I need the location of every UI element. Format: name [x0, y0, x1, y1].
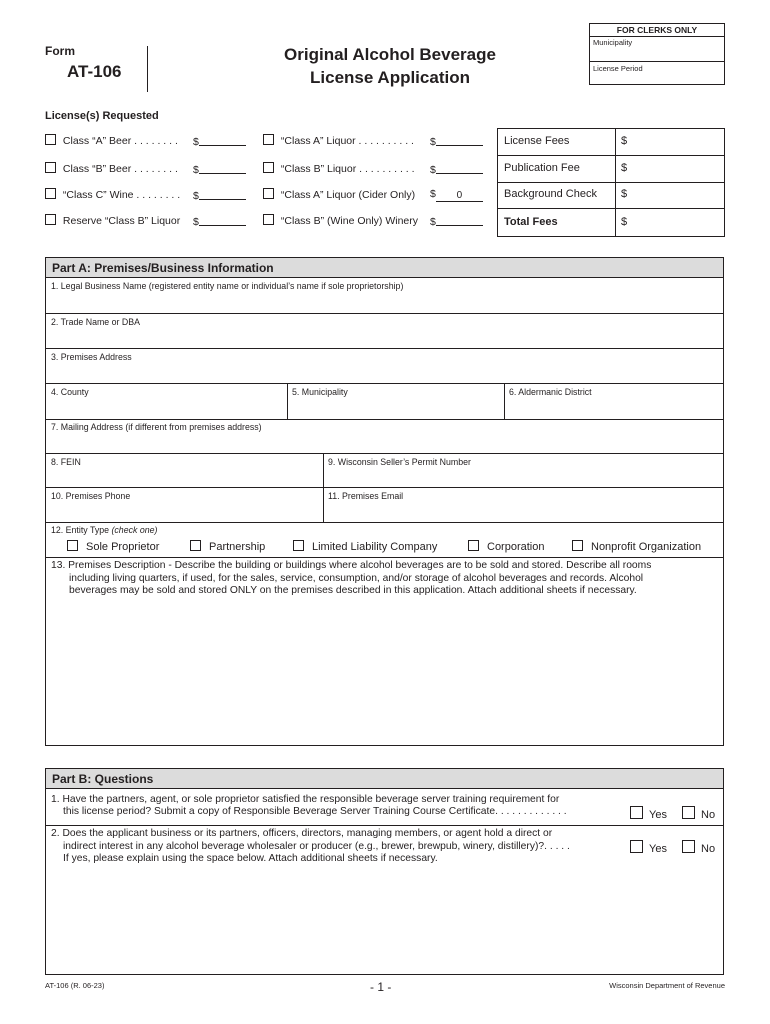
- question-1: [51, 794, 567, 818]
- license-label: “Class C” Wine . . . . . . . .: [62, 189, 181, 201]
- clerks-title: FOR CLERKS ONLY: [590, 24, 724, 37]
- license-amount[interactable]: [193, 214, 246, 228]
- header-divider: [147, 46, 148, 92]
- form-title: [245, 43, 535, 89]
- premises-description-line: 13. Premises Description - Describe the building or buildings where alcohol beverages are to be sold and stored. Describe all rooms: [51, 560, 652, 571]
- q1-no-option[interactable]: [682, 806, 715, 821]
- currency-sign: $: [430, 136, 436, 148]
- premises-phone-label: 10. Premises Phone: [51, 491, 131, 501]
- entity-option-label: Corporation: [487, 541, 545, 553]
- part-b-title: Part B: Questions: [46, 769, 723, 789]
- q2-yes-checkbox[interactable]: [630, 840, 643, 853]
- license-label: Class “B” Beer . . . . . . . .: [62, 163, 178, 175]
- license-amount[interactable]: [193, 188, 246, 202]
- fees-label: Publication Fee: [504, 162, 580, 174]
- part-b-section: [45, 768, 724, 975]
- entity-type-label: [51, 525, 157, 535]
- entity-option-label: Sole Proprietor: [86, 541, 160, 553]
- premises-address-label: 3. Premises Address: [51, 352, 132, 362]
- currency-sign: $: [430, 188, 436, 200]
- license-row: [263, 214, 418, 227]
- question-1-line: this license period? Submit a copy of Responsible Beverage Server Training Course Certificate. . . . . . . . . . . . .: [63, 806, 567, 817]
- fees-row-line: [498, 208, 724, 209]
- clerks-license-period-field[interactable]: [590, 62, 724, 86]
- q1-no-checkbox[interactable]: [682, 806, 695, 819]
- amount-field[interactable]: [199, 162, 246, 174]
- premises-address-field[interactable]: [46, 349, 723, 383]
- q1-no-label: No: [701, 809, 716, 821]
- q2-no-label: No: [701, 843, 716, 855]
- license-amount[interactable]: [430, 162, 483, 176]
- municipality-label: 5. Municipality: [292, 387, 348, 397]
- license-checkbox[interactable]: [263, 162, 274, 173]
- fees-row-line: [498, 155, 724, 156]
- q2-no-option[interactable]: [682, 840, 715, 855]
- entity-option[interactable]: [293, 540, 437, 553]
- entity-checkbox[interactable]: [190, 540, 201, 551]
- fees-total-label: Total Fees: [504, 216, 558, 228]
- license-row: [263, 134, 414, 147]
- license-label: Class “A” Beer . . . . . . . .: [62, 135, 178, 147]
- currency-sign: $: [430, 216, 436, 228]
- amount-field[interactable]: [199, 214, 246, 226]
- license-amount[interactable]: [430, 214, 483, 228]
- currency-sign: $: [193, 216, 199, 228]
- entity-option[interactable]: [190, 540, 265, 553]
- q1-yes-option[interactable]: [630, 806, 667, 821]
- agency-name: Wisconsin Department of Revenue: [609, 981, 725, 990]
- fees-row-line: [498, 182, 724, 183]
- entity-option-label: Limited Liability Company: [312, 541, 438, 553]
- sellers-permit-label: 9. Wisconsin Seller’s Permit Number: [328, 457, 471, 467]
- clerks-license-period-label: License Period: [593, 64, 643, 73]
- amount-field[interactable]: [199, 188, 246, 200]
- currency-sign: $: [430, 164, 436, 176]
- amount-field[interactable]: 0: [436, 190, 483, 202]
- license-row: [263, 188, 415, 201]
- license-row: [45, 188, 180, 201]
- fein-label: 8. FEIN: [51, 457, 81, 467]
- amount-field[interactable]: [436, 134, 483, 146]
- mailing-address-label: 7. Mailing Address (if different from premises address): [51, 422, 262, 432]
- question-1-line: 1. Have the partners, agent, or sole proprietor satisfied the responsible beverage server training requirement for: [51, 794, 560, 805]
- entity-option-label: Partnership: [209, 541, 266, 553]
- amount-field[interactable]: [199, 134, 246, 146]
- fees-value[interactable]: $: [621, 188, 628, 200]
- license-label: “Class B” Liquor . . . . . . . . . .: [280, 163, 415, 175]
- license-row: [45, 214, 180, 227]
- question-2-line: If yes, please explain using the space below. Attach additional sheets if necessary.: [63, 853, 438, 864]
- license-checkbox[interactable]: [45, 214, 56, 225]
- form-title-line2: License Application: [310, 68, 470, 87]
- aldermanic-district-label: 6. Aldermanic District: [509, 387, 592, 397]
- license-checkbox[interactable]: [263, 134, 274, 145]
- license-amount[interactable]: [193, 162, 246, 176]
- q1-yes-checkbox[interactable]: [630, 806, 643, 819]
- form-number: AT-106: [67, 62, 122, 81]
- fees-label: Background Check: [504, 188, 597, 200]
- premises-description-line: including living quarters, if used, for the sales, service, consumption, and/or storage of alcohol beverages and records. Alcohol: [69, 572, 644, 584]
- entity-checkbox[interactable]: [572, 540, 583, 551]
- license-label: “Class A” Liquor . . . . . . . . . .: [280, 135, 414, 147]
- license-label: “Class A” Liquor (Cider Only): [280, 189, 416, 201]
- q1-yes-label: Yes: [649, 809, 667, 821]
- entity-checkbox[interactable]: [293, 540, 304, 551]
- clerks-box: [589, 23, 725, 85]
- license-checkbox[interactable]: [45, 134, 56, 145]
- part-a-section: [45, 257, 724, 746]
- clerks-municipality-label: Municipality: [593, 38, 633, 47]
- currency-sign: $: [193, 190, 199, 202]
- fein-field[interactable]: [46, 454, 322, 487]
- amount-field[interactable]: [436, 214, 483, 226]
- county-label: 4. County: [51, 387, 89, 397]
- fees-value[interactable]: $: [621, 135, 628, 147]
- entity-checkbox[interactable]: [468, 540, 479, 551]
- license-amount[interactable]: [430, 134, 483, 148]
- trade-name-label: 2. Trade Name or DBA: [51, 317, 140, 327]
- q2-yes-option[interactable]: [630, 840, 667, 855]
- trade-name-field[interactable]: [46, 314, 723, 348]
- fees-value[interactable]: $: [621, 162, 628, 174]
- question-2-line: 2. Does the applicant business or its partners, officers, directors, managing members, or agent hold a direct or: [51, 828, 553, 839]
- entity-option-label: Nonprofit Organization: [591, 541, 702, 553]
- clerks-municipality-field[interactable]: [590, 37, 724, 62]
- license-checkbox[interactable]: [45, 162, 56, 173]
- form-label: Form: [45, 44, 75, 58]
- premises-description-line: beverages may be sold and stored ONLY on the premises described in this application. Attach additional sheets if necessary.: [69, 585, 637, 596]
- license-checkbox[interactable]: [263, 188, 274, 199]
- q2-explanation-field[interactable]: [46, 869, 723, 974]
- license-amount[interactable]: [193, 134, 246, 148]
- entity-type-label-text: 12. Entity Type: [51, 525, 110, 535]
- entity-option[interactable]: [572, 540, 701, 553]
- premises-email-label: 11. Premises Email: [328, 491, 404, 501]
- entity-type-note: (check one): [111, 525, 158, 535]
- q2-no-checkbox[interactable]: [682, 840, 695, 853]
- fees-value[interactable]: $: [621, 216, 628, 228]
- form-revision: AT-106 (R. 06-23): [45, 981, 105, 990]
- license-checkbox[interactable]: [263, 214, 274, 225]
- fees-label: License Fees: [504, 135, 570, 147]
- license-label: “Class B” (Wine Only) Winery: [280, 215, 419, 227]
- q2-yes-label: Yes: [649, 843, 667, 855]
- page-number: - 1 -: [370, 980, 392, 994]
- premises-description-instructions: [51, 560, 651, 598]
- license-label: Reserve “Class B” Liquor: [62, 215, 181, 227]
- licenses-heading: License(s) Requested: [45, 110, 159, 122]
- row-line: [46, 522, 723, 523]
- entity-checkbox[interactable]: [67, 540, 78, 551]
- legal-business-name-label: 1. Legal Business Name (registered entity name or individual’s name if sole proprietorship): [51, 281, 404, 291]
- license-row: [45, 134, 178, 147]
- license-row: [263, 162, 415, 175]
- form-title-line1: Original Alcohol Beverage: [284, 45, 496, 64]
- part-a-title: Part A: Premises/Business Information: [46, 258, 723, 278]
- currency-sign: $: [193, 136, 199, 148]
- license-row: [45, 162, 178, 175]
- amount-field[interactable]: [436, 162, 483, 174]
- entity-option[interactable]: [468, 540, 544, 553]
- license-checkbox[interactable]: [45, 188, 56, 199]
- entity-option[interactable]: [67, 540, 159, 553]
- question-2: [51, 828, 570, 866]
- currency-sign: $: [193, 164, 199, 176]
- row-line: [46, 825, 723, 826]
- fees-table: [497, 128, 725, 237]
- question-2-line: indirect interest in any alcohol beverage wholesaler or producer (e.g., brewer, brewpub, winery, distillery)?. . . . .: [63, 840, 570, 852]
- license-amount[interactable]: [430, 188, 483, 202]
